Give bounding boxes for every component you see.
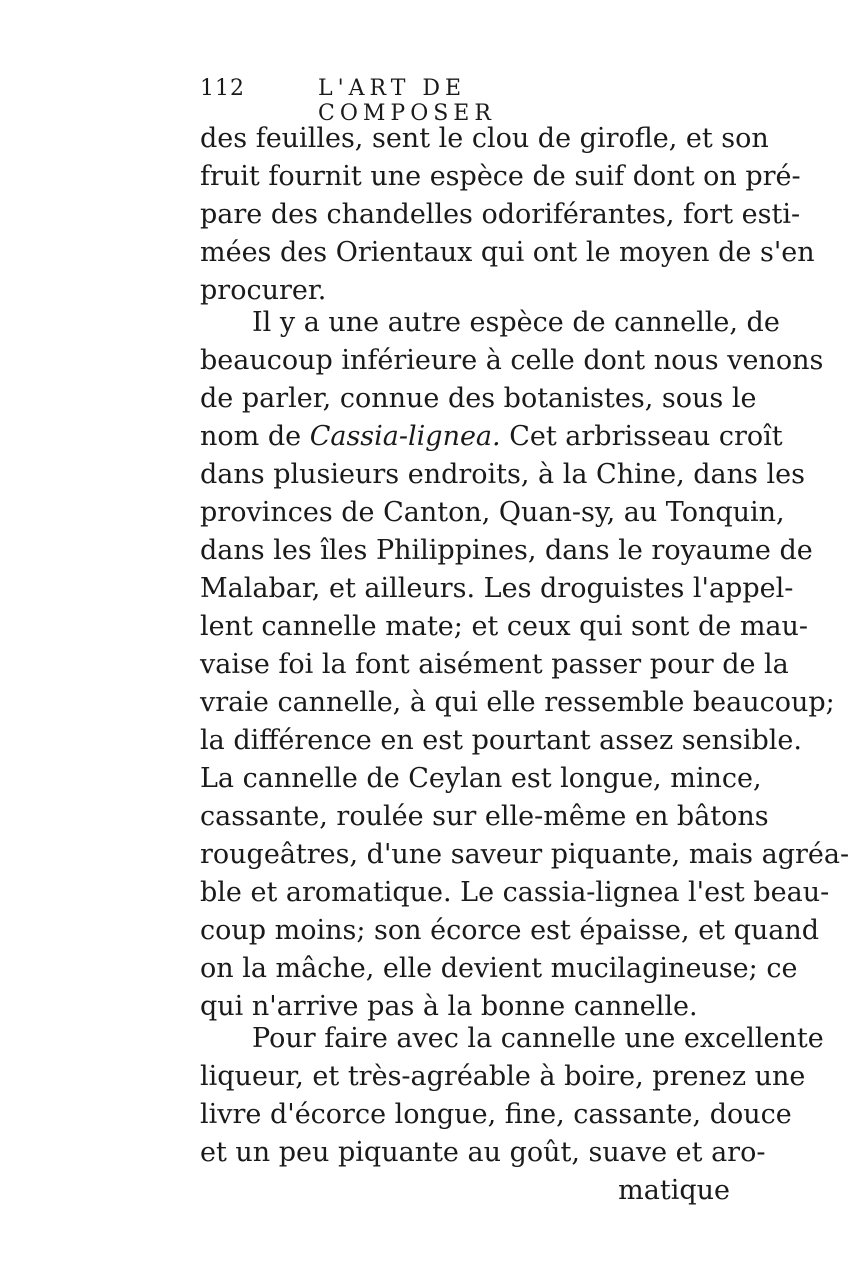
catchword: matique: [618, 1175, 730, 1206]
text-line: livre d'écorce longue, fine, cassante, douce: [200, 1099, 792, 1130]
page-header: [200, 76, 620, 126]
text-line: Malabar, et ailleurs. Les droguistes l'appel-: [200, 573, 794, 604]
text-line: fruit fournit une espèce de suif dont on pré-: [200, 161, 801, 192]
text-line: coup moins; son écorce est épaisse, et quand: [200, 915, 820, 946]
text-line: vraie cannelle, à qui elle ressemble beaucoup;: [200, 687, 835, 718]
text-line: provinces de Canton, Quan-sy, au Tonquin,: [200, 497, 785, 528]
running-title: L'ART DE COMPOSER: [318, 76, 496, 126]
text-segment: nom de: [200, 421, 310, 452]
text-line: pare des chandelles odoriférantes, fort esti-: [200, 199, 801, 230]
text-line: des feuilles, sent le clou de girofle, et son: [200, 123, 769, 154]
text-line: procurer.: [200, 275, 327, 306]
text-line: dans plusieurs endroits, à la Chine, dans les: [200, 459, 805, 490]
text-line: vaise foi la font aisément passer pour de la: [200, 649, 789, 680]
text-line: on la mâche, elle devient mucilagineuse; ce: [200, 953, 798, 984]
text-line: ble et aromatique. Le cassia-lignea l'est beau-: [200, 877, 830, 908]
text-line: et un peu piquante au goût, suave et aro-: [200, 1137, 766, 1168]
text-line: beaucoup inférieure à celle dont nous venons: [200, 345, 824, 376]
text-line: Il y a une autre espèce de cannelle, de: [252, 307, 780, 338]
text-segment: Cet arbrisseau croît: [500, 421, 783, 452]
text-line: [200, 418, 783, 456]
text-line: liqueur, et très-agréable à boire, prenez une: [200, 1061, 806, 1092]
text-line: la différence en est pourtant assez sensible.: [200, 725, 802, 756]
text-line: mées des Orientaux qui ont le moyen de s'en: [200, 237, 815, 268]
text-line: La cannelle de Ceylan est longue, mince,: [200, 763, 762, 794]
italic-term: Cassia-lignea.: [309, 421, 501, 452]
text-line: cassante, roulée sur elle-même en bâtons: [200, 801, 769, 832]
text-line: de parler, connue des botanistes, sous le: [200, 383, 757, 414]
page-number: 112: [200, 76, 245, 101]
text-line: dans les îles Philippines, dans le royaume de: [200, 535, 813, 566]
text-line: lent cannelle mate; et ceux qui sont de mau-: [200, 611, 809, 642]
text-line: rougeâtres, d'une saveur piquante, mais agréa-: [200, 839, 849, 870]
text-line: qui n'arrive pas à la bonne cannelle.: [200, 991, 698, 1022]
text-line: Pour faire avec la cannelle une excellente: [252, 1023, 824, 1054]
